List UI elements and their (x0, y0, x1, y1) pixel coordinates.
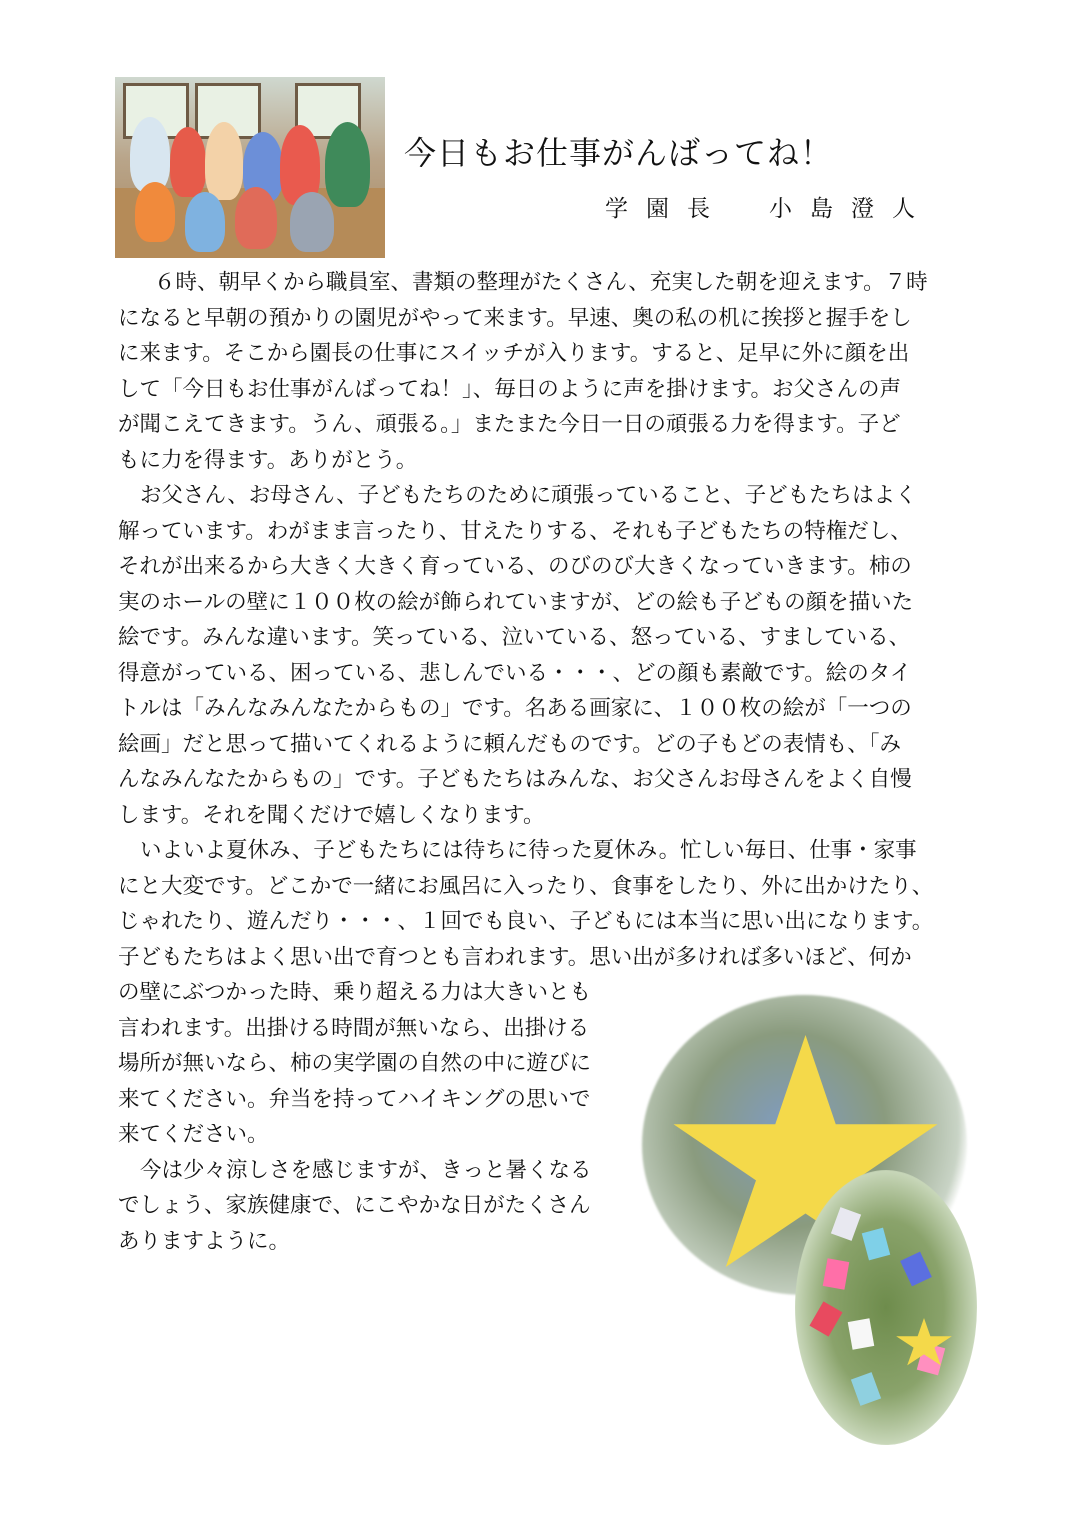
text-line: でしょう、家族健康で、にこやかな日がたくさん (118, 1193, 591, 1218)
child (135, 182, 175, 242)
child (290, 192, 334, 252)
text-line: トルは「みんなみんなたからもの」です。名ある画家に、１００枚の絵が「一つの (118, 696, 912, 721)
text-line: 今は少々涼しさを感じますが、きっと暑くなる (140, 1157, 592, 1183)
text-line: になると早朝の預かりの園児がやって来ます。早速、奥の私の机に挨拶と握手をし (118, 305, 912, 331)
text-line: 言われます。出掛ける時間が無いなら、出掛ける (118, 1015, 590, 1041)
paper-strip (823, 1258, 850, 1289)
paper-strip (848, 1318, 875, 1349)
text-line: に来ます。そこから園長の仕事にスイッチが入ります。すると、足早に外に顔を出 (118, 341, 910, 366)
child (185, 192, 225, 252)
text-line: して「今日もお仕事がんばってね！」、毎日のように声を掛けます。お父さんの声 (118, 376, 902, 402)
text-line: にと大変です。どこかで一緒にお風呂に入ったり、食事をしたり、外に出かけたり、 (118, 873, 934, 899)
text-line: 子どもたちはよく思い出で育つとも言われます。思い出が多ければ多いほど、何か (118, 944, 912, 970)
text-line: いよいよ夏休み、子どもたちには待ちに待った夏休み。忙しい毎日、仕事・家事 (140, 838, 917, 863)
text-line: それが出来るから大きく大きく育っている、のびのび大きくなっていきます。柿の (118, 554, 912, 579)
text-line: 実のホールの壁に１００枚の絵が飾られていますが、どの絵も子どもの顔を描いた (118, 589, 914, 615)
text-line: します。それを聞くだけで嬉しくなります。 (118, 802, 545, 828)
paper-strip (809, 1301, 842, 1336)
author-line: 学園長 小島澄人 (605, 196, 933, 222)
text-line: 絵です。みんな違います。笑っている、泣いている、怒っている、すましている、 (118, 625, 911, 650)
text-line: ６時、朝早くから職員室、書類の整理がたくさん、充実した朝を迎えます。７時 (154, 270, 928, 295)
text-line: 来てください。弁当を持ってハイキングの思いで (118, 1086, 591, 1112)
text-line: 得意がっている、困っている、悲しんでいる・・・、どの顔も素敵です。絵のタイ (118, 660, 912, 686)
text-line: お父さん、お母さん、子どもたちのために頑張っていること、子どもたちはよく (140, 483, 917, 508)
child (170, 127, 206, 197)
text-line: 絵画」だと思って描いてくれるように頼んだものです。どの子もどの表情も、「み (118, 731, 902, 757)
text-line: んなみんなたからもの」です。子どもたちはみんな、お父さんお母さんをよく自慢 (118, 767, 912, 792)
paper-strip (900, 1252, 932, 1287)
text-line: ありますように。 (118, 1228, 291, 1254)
paper-strip (851, 1372, 881, 1406)
text-line: 場所が無いなら、柿の実学園の自然の中に遊びに (118, 1051, 592, 1076)
child (205, 122, 243, 200)
page-title: 今日もお仕事がんばってね！ (404, 134, 834, 172)
text-line: の壁にぶつかった時、乗り超える力は大きいとも (118, 980, 592, 1005)
text-line: が聞こえてきます。うん、頑張る。」またまた今日一日の頑張る力を得ます。子ど (118, 412, 901, 437)
tanabata-photo-small (795, 1170, 977, 1445)
child (325, 122, 370, 207)
text-line: もに力を得ます。ありがとう。 (118, 447, 418, 473)
child (235, 187, 277, 249)
text-line: じゃれたり、遊んだり・・・、１回でも良い、子どもには本当に思い出になります。 (118, 909, 934, 934)
paper-strip (862, 1228, 890, 1261)
child (130, 117, 170, 192)
children-dancing-photo (115, 77, 385, 258)
text-line: 来てください。 (118, 1122, 269, 1147)
text-line: 解っています。わがまま言ったり、甘えたりする、それも子どもたちの特権だし、 (118, 518, 912, 544)
paper-strip (831, 1207, 861, 1241)
